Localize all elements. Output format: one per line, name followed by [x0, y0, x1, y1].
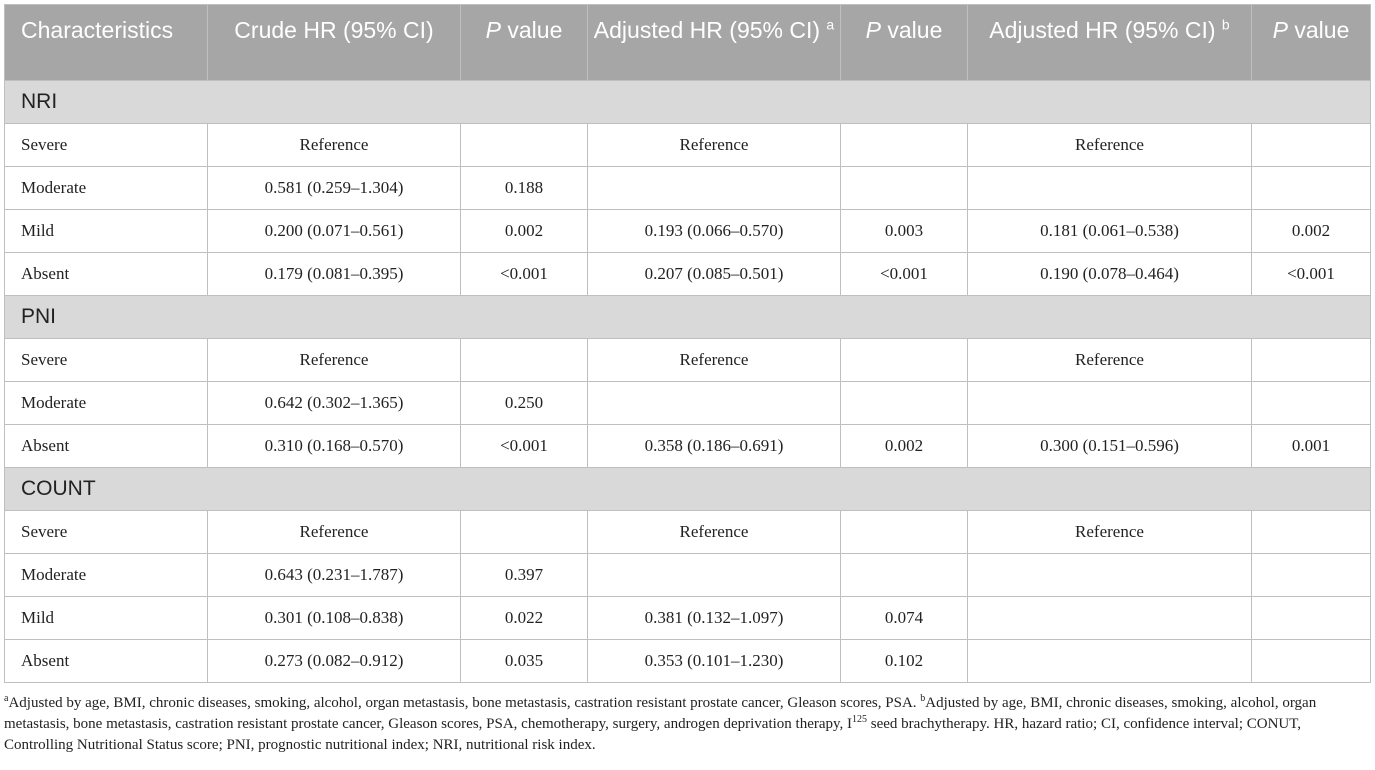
table-cell: 0.397 — [461, 554, 588, 597]
table-cell — [841, 124, 968, 167]
table-cell — [841, 382, 968, 425]
table-cell: <0.001 — [461, 253, 588, 296]
table-cell: 0.074 — [841, 597, 968, 640]
table-cell: 0.003 — [841, 210, 968, 253]
table-cell: 0.381 (0.132–1.097) — [588, 597, 841, 640]
table-cell: 0.002 — [1252, 210, 1371, 253]
section-label: COUNT — [5, 468, 1371, 511]
table-row — [5, 253, 1371, 296]
table-cell: 0.250 — [461, 382, 588, 425]
footnote-b-text: Adjusted by age, BMI, chronic diseases, smoking, alcohol, organ metastasis, bone metastasis, castration resistant prostate cancer, Gleason scores, PSA, chemotherapy, surgery, androgen deprivation therapy, I — [4, 695, 1317, 732]
table-cell — [1252, 511, 1371, 554]
section-label: NRI — [5, 81, 1371, 124]
table-cell: 0.002 — [461, 210, 588, 253]
table-cell: 0.300 (0.151–0.596) — [968, 425, 1252, 468]
section-row — [5, 468, 1371, 511]
table-cell: 0.102 — [841, 640, 968, 683]
table-cell — [588, 167, 841, 210]
table-cell: 0.022 — [461, 597, 588, 640]
footnote-marker-a: a — [4, 693, 9, 704]
table-cell: Reference — [968, 124, 1252, 167]
table-cell: <0.001 — [1252, 253, 1371, 296]
results-table-container — [4, 4, 1370, 756]
table-cell: 0.001 — [1252, 425, 1371, 468]
header-adjusted-hr-a: Adjusted HR (95% CI) $^a$ — [588, 5, 841, 81]
row-label: Moderate — [5, 382, 208, 425]
header-crude-hr: Crude HR (95% CI) — [208, 5, 461, 81]
table-cell: Reference — [968, 511, 1252, 554]
table-cell — [1252, 167, 1371, 210]
table-row — [5, 554, 1371, 597]
table-cell — [461, 339, 588, 382]
table-cell — [1252, 382, 1371, 425]
table-cell: 0.643 (0.231–1.787) — [208, 554, 461, 597]
table-cell: <0.001 — [461, 425, 588, 468]
table-cell: 0.188 — [461, 167, 588, 210]
table-row — [5, 124, 1371, 167]
table-row — [5, 167, 1371, 210]
section-row — [5, 296, 1371, 339]
table-cell — [461, 124, 588, 167]
table-cell: 0.310 (0.168–0.570) — [208, 425, 461, 468]
table-cell: 0.035 — [461, 640, 588, 683]
header-p-value-1: P value — [461, 5, 588, 81]
row-label: Moderate — [5, 167, 208, 210]
section-row — [5, 81, 1371, 124]
table-cell: Reference — [588, 124, 841, 167]
table-cell — [1252, 597, 1371, 640]
footnote-a-text: Adjusted by age, BMI, chronic diseases, smoking, alcohol, organ metastasis, bone metastasis, castration resistant prostate cancer, Gleason scores, PSA. — [8, 695, 921, 711]
table-cell: 0.581 (0.259–1.304) — [208, 167, 461, 210]
table-cell — [968, 167, 1252, 210]
table-cell — [588, 554, 841, 597]
table-cell — [461, 511, 588, 554]
section-label: PNI — [5, 296, 1371, 339]
table-footnote — [4, 693, 1370, 756]
header-p-value-2: P value — [841, 5, 968, 81]
table-cell — [841, 554, 968, 597]
table-row — [5, 425, 1371, 468]
table-cell: 0.193 (0.066–0.570) — [588, 210, 841, 253]
footnote-b-text-end: seed brachytherapy. — [867, 716, 990, 732]
table-cell — [968, 597, 1252, 640]
hazard-ratio-table — [4, 4, 1371, 683]
table-row — [5, 511, 1371, 554]
row-label: Absent — [5, 640, 208, 683]
table-cell: 0.642 (0.302–1.365) — [208, 382, 461, 425]
table-cell: 0.002 — [841, 425, 968, 468]
table-cell — [968, 640, 1252, 683]
footnote-marker-b: b — [920, 693, 926, 704]
table-cell: 0.358 (0.186–0.691) — [588, 425, 841, 468]
table-cell — [1252, 640, 1371, 683]
table-cell: 0.301 (0.108–0.838) — [208, 597, 461, 640]
header-p-value-3: P value — [1252, 5, 1371, 81]
table-body — [5, 81, 1371, 683]
table-cell: Reference — [588, 339, 841, 382]
header-characteristics: Characteristics — [5, 5, 208, 81]
table-cell — [1252, 554, 1371, 597]
table-cell: 0.181 (0.061–0.538) — [968, 210, 1252, 253]
row-label: Absent — [5, 425, 208, 468]
table-cell — [841, 167, 968, 210]
table-cell: Reference — [208, 339, 461, 382]
footnote-b-superscript: 125 — [852, 714, 868, 725]
row-label: Mild — [5, 210, 208, 253]
table-cell: Reference — [968, 339, 1252, 382]
table-row — [5, 597, 1371, 640]
table-cell — [588, 382, 841, 425]
row-label: Absent — [5, 253, 208, 296]
table-row — [5, 640, 1371, 683]
table-row — [5, 339, 1371, 382]
table-row — [5, 382, 1371, 425]
table-row — [5, 210, 1371, 253]
table-cell — [1252, 339, 1371, 382]
table-cell: 0.207 (0.085–0.501) — [588, 253, 841, 296]
table-cell: Reference — [588, 511, 841, 554]
footnote-abbreviations: HR, hazard ratio; CI, confidence interval; CONUT, Controlling Nutritional Status score; PNI, prognostic nutritional index; NRI, nutritional risk index. — [4, 716, 1302, 753]
table-cell: Reference — [208, 124, 461, 167]
table-cell: 0.190 (0.078–0.464) — [968, 253, 1252, 296]
row-label: Moderate — [5, 554, 208, 597]
table-cell: 0.200 (0.071–0.561) — [208, 210, 461, 253]
table-cell — [968, 554, 1252, 597]
table-cell — [1252, 124, 1371, 167]
row-label: Severe — [5, 511, 208, 554]
table-cell — [968, 382, 1252, 425]
table-cell: <0.001 — [841, 253, 968, 296]
row-label: Severe — [5, 339, 208, 382]
table-cell: 0.273 (0.082–0.912) — [208, 640, 461, 683]
table-cell: Reference — [208, 511, 461, 554]
row-label: Mild — [5, 597, 208, 640]
table-cell — [841, 511, 968, 554]
table-cell: 0.179 (0.081–0.395) — [208, 253, 461, 296]
header-adjusted-hr-b: Adjusted HR (95% CI) $^b$ — [968, 5, 1252, 81]
table-cell: 0.353 (0.101–1.230) — [588, 640, 841, 683]
row-label: Severe — [5, 124, 208, 167]
table-cell — [841, 339, 968, 382]
header-row — [5, 5, 1371, 81]
